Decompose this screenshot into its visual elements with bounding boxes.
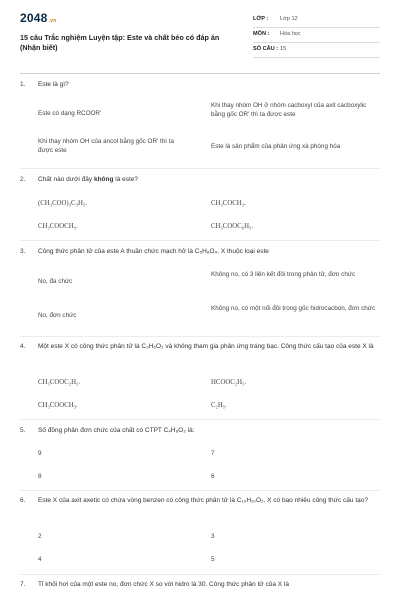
question-stem: Este là gì?: [38, 81, 69, 88]
question-stem: Tỉ khối hơi của một este no, đơn chức X so với hidro là 30. Công thức phân tử của X là: [38, 581, 289, 588]
question-divider: [20, 574, 380, 575]
header-divider: [20, 73, 380, 74]
question-stem: Công thức phân tử của este A thuần chức mạch hở là C₅H₈O₄. X thuộc loại este: [38, 248, 269, 255]
question-divider: [20, 240, 380, 241]
option-a[interactable]: (CH₃COO)₃C₃H₅.: [38, 200, 87, 207]
meta-row-grade: [253, 13, 380, 28]
header: [20, 10, 380, 53]
question-divider: [20, 490, 380, 491]
option-b[interactable]: CH₃COCH₃.: [211, 200, 246, 207]
meta-row-subject: [253, 28, 380, 43]
option-b[interactable]: 3: [211, 533, 215, 540]
question-number: 2.: [20, 176, 26, 183]
option-c[interactable]: No, đơn chức: [38, 312, 77, 319]
option-b[interactable]: Khi thay nhóm OH ở nhóm cacboxyl của axit cacboxylic bằng gốc OR' thì ta được este: [211, 102, 367, 118]
option-c[interactable]: Khi thay nhóm OH của ancol bằng gốc OR' thì ta được este: [38, 138, 174, 154]
question-divider: [20, 168, 380, 169]
option-c[interactable]: 4: [38, 556, 42, 563]
meta-value: 15: [280, 46, 287, 53]
question-5: [20, 427, 380, 436]
stem-text: là este?: [113, 176, 139, 183]
option-c[interactable]: CH₃COOCH₃.: [38, 223, 78, 230]
meta-key: LỚP :: [253, 16, 269, 23]
option-a[interactable]: 9: [38, 450, 42, 457]
meta-value: Lớp 12: [280, 16, 298, 23]
question-4: [20, 343, 380, 352]
question-1: [20, 81, 380, 90]
option-d[interactable]: 5: [211, 556, 215, 563]
question-number: 6.: [20, 497, 26, 504]
option-a[interactable]: 2: [38, 533, 42, 540]
option-a[interactable]: Este có dạng RCOOR': [38, 110, 102, 117]
question-7: [20, 581, 380, 590]
question-3: [20, 248, 380, 257]
question-6: [20, 497, 380, 506]
option-d[interactable]: C₂H₅.: [211, 402, 227, 409]
question-number: 5.: [20, 427, 26, 434]
option-c[interactable]: 8: [38, 473, 42, 480]
option-a[interactable]: CH₃COOC₂H₅.: [38, 379, 81, 386]
document-title: 15 câu Trắc nghiệm Luyện tập: Este và chất béo có đáp án (Nhận biết): [20, 33, 220, 53]
meta-table: [253, 13, 380, 58]
meta-key: SỐ CÂU :: [253, 46, 279, 53]
question-number: 4.: [20, 343, 26, 350]
option-a[interactable]: No, đa chức: [38, 278, 73, 285]
logo-text: 2048: [20, 11, 48, 25]
stem-emphasis: không: [93, 176, 114, 183]
option-d[interactable]: 6: [211, 473, 215, 480]
question-2: [20, 176, 380, 185]
question-number: 7.: [20, 581, 26, 588]
option-b[interactable]: Không no, có 3 liên kết đôi trong phân tử, đơn chức: [211, 271, 356, 278]
question-stem: Este X của axit axetic có chứa vòng benzen có công thức phân tử là C₁₀H₁₀O₂. X có bao nhiêu công thức cấu tạo?: [38, 497, 368, 504]
question-stem: Số đồng phân đơn chức của chất có CTPT C₄H₈O₂ là:: [38, 427, 195, 434]
option-d[interactable]: Không no, có một nối đôi trong gốc hidrocacbon, đơn chức: [211, 305, 376, 312]
question-number: 3.: [20, 248, 26, 255]
logo-suffix: .vn: [48, 18, 57, 24]
meta-value: Hóa học: [280, 31, 301, 38]
option-d[interactable]: Este là sản phẩm của phản ứng xà phòng hóa: [211, 143, 341, 150]
meta-row-count: [253, 43, 380, 58]
option-c[interactable]: CH₃COOCH₃.: [38, 402, 78, 409]
question-number: 1.: [20, 81, 26, 88]
question-divider: [20, 336, 380, 337]
stem-text: Chất nào dưới đây: [38, 176, 94, 183]
meta-key: MÔN :: [253, 31, 270, 38]
question-stem: Một este X có công thức phân tử là C₃H₆O₂ và không tham gia phản ứng tráng bạc. Công thức cấu tạo của este X là: [38, 343, 374, 350]
question-stem: [38, 176, 380, 185]
option-d[interactable]: CH₃COOC₆H₅.: [211, 223, 254, 230]
option-b[interactable]: HCOOC₂H₅.: [211, 379, 247, 386]
question-divider: [20, 419, 380, 420]
option-b[interactable]: 7: [211, 450, 215, 457]
